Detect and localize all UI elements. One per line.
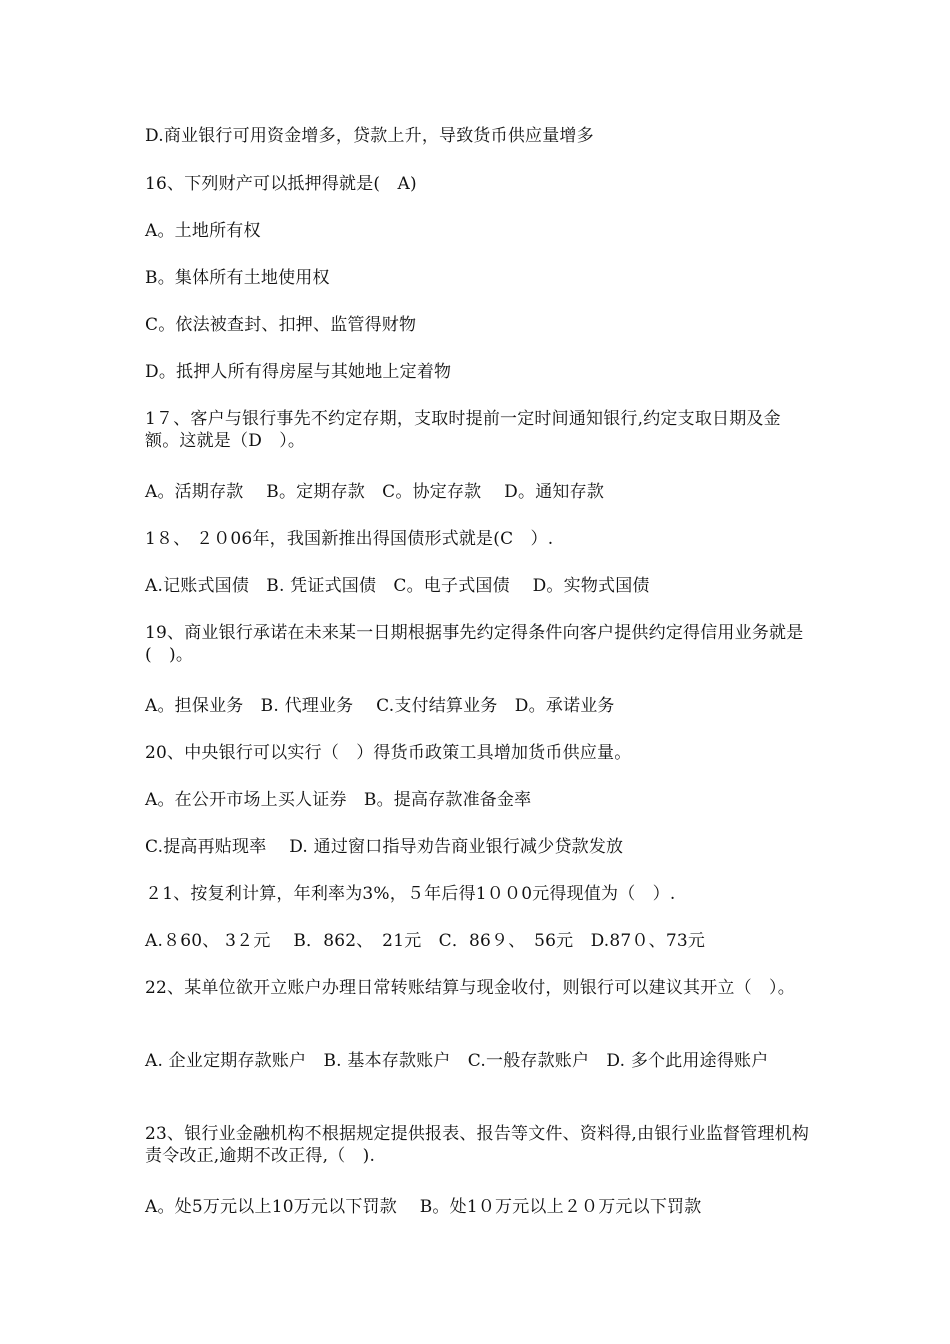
question-18: 1８、 ２０06年，我国新推出得国债形式就是(C ）. — [145, 529, 554, 549]
question-20: 20、中央银行可以实行（ ）得货币政策工具增加货币供应量。 — [145, 743, 632, 763]
q16-option-c: C。依法被查封、扣押、监管得财物 — [145, 315, 417, 335]
q16-option-b: B。集体所有土地使用权 — [145, 268, 330, 288]
q21-options: A.８60、 3２元 B．862、 21元 C．86９、 56元 D.87０、73元 — [145, 931, 706, 951]
q17-options: A。活期存款 B。定期存款 C。协定存款 D。通知存款 — [145, 482, 605, 502]
question-23: 23、银行业金融机构不根据规定提供报表、报告等文件、资料得,由银行业监督管理机构责令改正,逾期不改正得,（ ). — [145, 1124, 810, 1166]
question-22: 22、某单位欲开立账户办理日常转账结算与现金收付，则银行可以建议其开立（ ）。 — [145, 978, 795, 998]
q16-option-d: D。抵押人所有得房屋与其她地上定着物 — [145, 362, 452, 382]
q16-option-a: A。土地所有权 — [145, 221, 261, 241]
q19-options: A。担保业务 B. 代理业务 C.支付结算业务 D。承诺业务 — [145, 696, 615, 716]
question-17: 1７、客户与银行事先不约定存期，支取时提前一定时间通知银行,约定支取日期及金额。这就是（D ）。 — [145, 409, 781, 451]
question-21: ２1、按复利计算，年利率为3%，５年后得1００0元得现值为（ ）. — [145, 884, 676, 904]
q23-options: A。处5万元以上10万元以下罚款 B。处1０万元以上２０万元以下罚款 — [145, 1197, 702, 1217]
text-line-d-option: D.商业银行可用资金增多，贷款上升，导致货币供应量增多 — [145, 126, 594, 146]
question-16: 16、下列财产可以抵押得就是( A) — [145, 174, 417, 194]
question-19: 19、商业银行承诺在未来某一日期根据事先约定得条件向客户提供约定得信用业务就是( )。 — [145, 623, 804, 665]
q20-options-cd: C.提高再贴现率 D. 通过窗口指导劝告商业银行减少贷款发放 — [145, 837, 624, 857]
q22-options: A. 企业定期存款账户 B. 基本存款账户 C.一般存款账户 D. 多个此用途得账户 — [145, 1051, 769, 1071]
q18-options: A.记账式国债 B. 凭证式国债 C。电子式国债 D。实物式国债 — [145, 576, 650, 596]
q20-options-ab: A。在公开市场上买人证券 B。提高存款准备金率 — [145, 790, 532, 810]
